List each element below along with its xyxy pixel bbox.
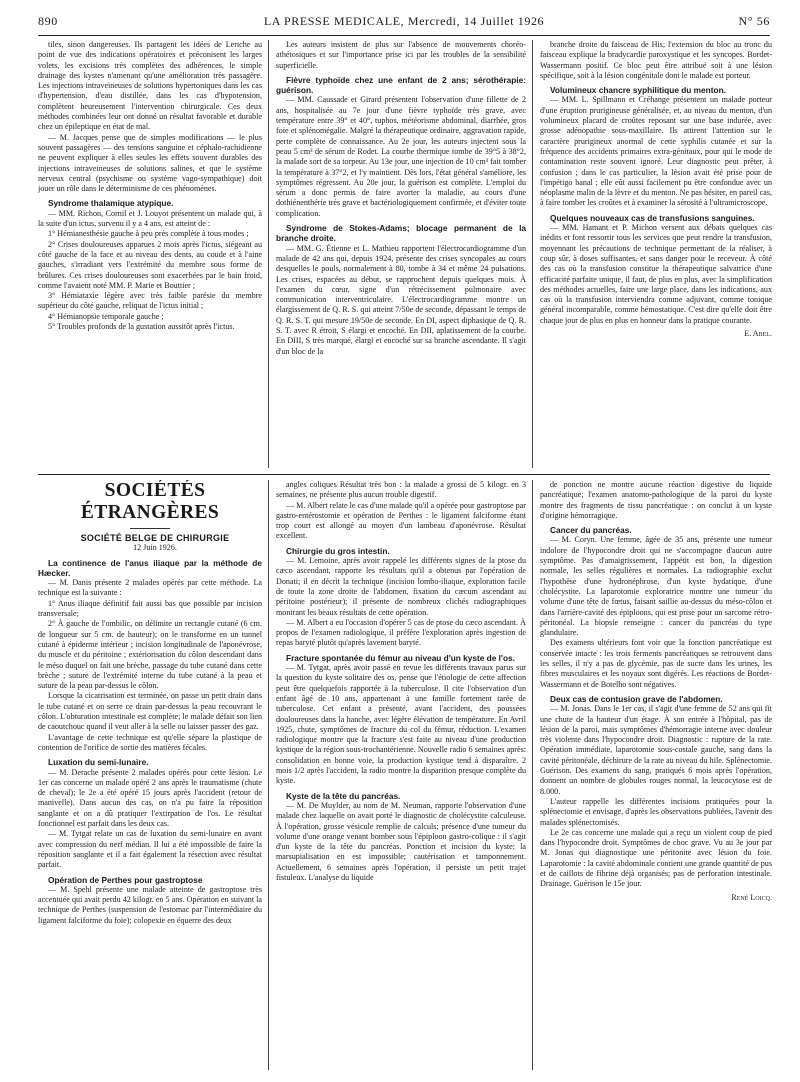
paragraph: — M. Albert relate le cas d'une malade qu'il a opérée pour gastroptose par gastro-entérostomie et opération de Perthes : le ligament falciforme étant trop court est allongé au moyen d'un lambeau d'aponévrose. Résultat excellent.	[276, 500, 526, 541]
paragraph: — M. Tytgat, après avoir passé en revue les différents travaux parus sur la question du kyste solitaire des os, pense que l'étiologie de cette affection peut être quelquefois rapportée à la tuberculose. Il cite l'observation d'un enfant âgé de 10 ans, appartenant à une famille fortement tarée de tuberculose. Cet enfant a présenté, avant l'accident, des poussées douloureuses dans la hanche, avec légère élévation de température. En Avril 1925, chute, symptômes de fracture du col du fémur, réduction. L'examen radiologique montre que la fracture s'est faite au niveau d'une production kystique de la région sous-trochantérienne. Nouvelle radio 6 semaines après: consolidation en bonne voie, la production kystique tend à disparaître. 2 mois 1/2 après l'accident, la radio montre la disparition presque complète du kyste.	[276, 663, 526, 786]
article-heading: Fracture spontanée du fémur au niveau d'un kyste de l'os.	[286, 652, 515, 663]
paragraph: 1° Anus iliaque définitif fait aussi bas que possible par incision transversale;	[38, 598, 262, 619]
article-heading: La continence de l'anus iliaque par la méthode de Hæcker.	[38, 557, 262, 578]
signature: E. Abel.	[744, 329, 772, 339]
lower-column-1	[38, 480, 262, 1072]
paragraph: — M. De Muylder, au nom de M. Neuman, rapporte l'observation d'une malade chez laquelle on avait porté le diagnostic de cholécystite calculeuse. À l'opération, grosse vésicule remplie de calculs; présence d'une tumeur du volume d'une orange venant bomber sous l'épiploon gastro-colique : il s'agit d'un kyste de la tête du pancréas. Ponction et incision du kyste; la marsupialisation en est impossible; cautérisation et tamponnement. Actuellement, 6 semaines après l'opération, il persiste un petit trajet fistuleux. L'analyse du liquide	[276, 800, 526, 882]
article-heading: Volumineux chancre syphilitique du menton.	[550, 85, 726, 96]
paragraph: — MM. L. Spillmann et Créhange présentent un malade porteur d'une éruption prurigineuse généralisée, et, au niveau du menton, d'un volumineux placard de croûtes reposant sur une base indurée, avec grosse adénopathie sous-maxillaire. Ils attirent l'attention sur le caractère prurigineux anormal de cette syphilis cutanée et sur la fréquence des accidents primaires extra-génitaux, pour qui le mode de contamination reste souvent ignoré. Leur diagnostic peut prêter, à confusion ; dans le cas particulier, la lésion avait été prise pour de l'impétigo banal ; elle eût aussi facilement pu être confondue avec un néoplasme malin de la lèvre et du menton. Ne pas hésiter, en pareil cas, à faire tomber les croûtes et à examiner la sérosité à l'ultramicroscope.	[540, 95, 772, 208]
article-heading: Kyste de la tête du pancréas.	[286, 790, 401, 801]
article-heading: Syndrome de Stokes-Adams; blocage permanent de la branche droite.	[276, 223, 526, 244]
session-date: 12 Juin 1926.	[133, 543, 177, 553]
lower-column-2	[276, 480, 526, 1072]
paragraph: — M. Jonas. Dans le 1er cas, il s'agit d'une femme de 52 ans qui fit une chute de la hauteur d'un étage. À son entrée à l'hôpital, pas de lésion de la paroi, mais symptômes d'hémorragie interne avec douleur très violente dans l'hypocondre droit. Diagnostic : rupture de la rate. Opération immédiate, laparotomie sous-costale gauche, sang dans la cavité péritonéale, déchirure de la rate au niveau du hile. Splénectomie. Guérison. Des examens du sang, pratiqués 6 mois après l'opération, donnent un nombre de globules rouges normal, la leucocytose est de 8.000.	[540, 704, 772, 796]
upper-column-2	[276, 40, 526, 470]
paragraph: Le 2e cas concerne une malade qui a reçu un violent coup de pied dans l'hypocondre droit. Symptômes de choc grave. Vu au 3e jour par M. Jonas qui diagnostique une péritonite avec lésion du foie. Laparotomie : la cavité abdominale contient une grande quantité de pus et de caillots de fibrine déjà organisés; pas de perforation intestinale. Drainage. Guérison le 15e jour.	[540, 827, 772, 889]
paragraph: Des examens ultérieurs font voir que la fonction pancréatique est conservée intacte : les trois ferments pancréatiques se retrouvent dans les selles, il n'y a pas de glycémie, pas de sucre dans les urines, les fibres musculaires et les noyaux sont digérés. Les réactions de Bordet-Wassermann et de Botelho sont négatives.	[540, 638, 772, 689]
paragraph: — M. Tytgat relate un cas de luxation du semi-lunaire en avant avec compression du nerf médian. Il lui a été impossible de faire la réposition sanglante et il a fait également la résection avec résultat parfait.	[38, 829, 262, 870]
issue-number: N° 56	[738, 14, 770, 28]
divider	[130, 528, 170, 529]
paragraph: — M. Derache présente 2 malades opérés pour cette lésion. Le 1er cas concerne un malade opéré 2 ans après le traumatisme (chute de cheval); le 2e a été opéré 15 jours après l'accident (retour de manivelle). Dans aucun des cas, on n'a pu faire la réposition sanglante et on a dû pratiquer l'extirpation de l'os. Le résultat fonctionnel est parfait dans les deux cas.	[38, 767, 262, 829]
paragraph: — M. Lemoine, après avoir rappelé les différents signes de la ptose du cæco ascendant, rapporte les résultats qu'il a obtenus par l'opération de Donati; il en décrit la technique (incision lombo-iliaque, exploration facile de toute la zone droite de l'abdomen, fixation du cæcum ascendant au péritoine postérieur); il présente de nombreux clichés radiographiques montrant les beaux résultats de cette opération.	[276, 556, 526, 617]
column-divider	[268, 40, 269, 468]
paragraph: — M. Albert a eu l'occasion d'opérer 5 cas de ptose du cæco ascendant. À propos de l'examen radiologique, il préfère l'exploration après ingestion de repas baryté plutôt qu'après lavement baryté.	[276, 617, 526, 648]
paragraph: Lorsque la cicatrisation est terminée, on passe un petit drain dans le tube cutané et on serre ce drain par-dessus la peau recouvrant le côlon. L'obturation intestinale est complète; le malade défait son lien de caoutchouc quand il veut aller à la selle ou laisser passer des gaz.	[38, 691, 262, 732]
article-heading: Chirurgie du gros intestin.	[286, 545, 390, 556]
upper-column-1	[38, 40, 262, 470]
paragraph: 5° Troubles profonds de la gustation aussitôt après l'ictus.	[48, 322, 235, 332]
paragraph: branche droite du faisceau de His; l'extension du bloc au tronc du faisceau explique la bradycardie paroxystique et les syncopes. Bordet-Wassermann positif. Ce bloc peut être attribué soit à une lésion spécifique, soit à la lésion congénitale dont le malade est porteur.	[540, 40, 772, 80]
article-heading: Opération de Perthes pour gastroptose	[48, 874, 203, 885]
paragraph: — M. Coryn. Une femme, âgée de 35 ans, présente une tumeur indolore de l'hypocondre droit qui ne s'accompagne d'aucun autre symptôme. Pas d'amaigrissement, l'appétit est bon, la digestion normale, les selles régulières et normales. La radiographie exclut l'hypothèse d'une hydronéphrose, d'un kyste hydatique, d'une cholécystite. La laparotomie exploratrice montre une tumeur du volume d'une tête de fœtus, faisant saillie au-dessus du méso-côlon et dans l'arrière-cavité des épiploons, qui est prise pour un sarcome rétro-péritonéal. La biopsie renseigne : cancer du pancréas du type glandulaire.	[540, 535, 772, 638]
paragraph: de ponction ne montre aucune réaction digestive du liquide pancréatique; l'examen anatomo-pathologique de la paroi du kyste montre des fragments de tissu pancréatique : on conclut à un kyste d'origine hémorragique.	[540, 480, 772, 520]
column-divider	[268, 480, 269, 1070]
lower-column-3	[540, 480, 772, 1072]
page-number: 890	[38, 14, 58, 28]
paragraph: 1° Hémianesthésie gauche à peu près complète à tous modes ;	[48, 229, 249, 239]
paragraph: Les auteurs insistent de plus sur l'absence de mouvements choréo-athétosiques et sur l'importance prise ici par les troubles de la sensibilité superficielle.	[276, 40, 526, 70]
paragraph: — MM. G. Étienne et L. Mathieu rapportent l'électrocardiogramme d'un malade de 42 ans qui, depuis 1924, présente des crises syncopales au cours desquelles le pouls, normalement à 80, tombe à 34 et même 24 pulsations. Les crises, espacées au début, se rapprochent depuis quelques mois. À l'examen du cœur, signe d'un rétrécissement pulmonaire avec communication interventriculaire. L'électrocardiogramme montre un élargissement de Q. R. S. qui atteint 7/50e de seconde, dépassant le temps de Q. R. S. T. qui mesure 19/50e de seconde. En DI, aspect diphasique de Q. R. S. T. avec R étroit, S élargi et encoché. En DII, aplatissement de la courbe. En DIII, S très marqué, élargi et encoché sur sa branche ascendante. Il s'agit d'un bloc de la	[276, 243, 526, 356]
paragraph: — MM. Richon, Cornil et J. Louyot présentent un malade qui, à la suite d'un ictus, survenu il y a 4 ans, est atteint de :	[38, 208, 262, 229]
paragraph: — M. Jacques pense que de simples modifications — le plus souvent passagères — des tensions sanguine et céphalo-rachidienne ne peuvent expliquer à elles seules les effets souvent durables des injections intraveineuses de solutions salines, et que le système nerveux central (psychisme ou système vago-sympathique) doit jouer un rôle dans le déterminisme de ces phénomènes.	[38, 132, 262, 194]
paragraph: 2° À gauche de l'ombilic, on délimite un rectangle cutané (6 cm. de longueur sur 5 cm. de hauteur); on le transforme en un tunnel cutané à épiderme intérieur ; incision longitudinale de l'aponévrose, du muscle et du péritoine ; extériorisation du côlon descendant dans le méso duquel on fait une brèche, passage du tube cutané dans cette brèche ; suture de l'extrémité interne du tube cutané à la peau et suture de la peau par-dessus le côlon.	[38, 619, 262, 691]
article-heading: Quelques nouveaux cas de transfusions sanguines.	[550, 212, 755, 223]
paragraph: 2° Crises douloureuses apparues 2 mois après l'ictus, siégeant au côté gauche de la face et au niveau des dents, au coude et à l'aine gauches, s'irradiant vers l'extrémité du membre sous forme de brûlures. Ces crises douloureuses sont exacerbées par le bain froid, comme l'avaient noté MM. P. Marie et Bouttier ;	[38, 239, 262, 290]
paragraph: angles coliques Résultat très bon : la malade a grossi de 5 kilogr. en 3 semaines, ne présente plus aucun trouble digestif.	[276, 480, 526, 500]
paragraph: — M. Spehl présente une malade atteinte de gastroptose très accentuée qui avait perdu 42 kilogr. en 5 ans. Opération en suivant la technique de Perthes (suspension de l'estomac par l'intermédiaire du ligament falciforme du foie); colopexie en équerre des deux	[38, 884, 262, 925]
column-divider	[532, 480, 533, 1070]
section-title: SOCIÉTÉS ÉTRANGÈRES	[80, 480, 220, 523]
paragraph: 3° Hémiataxie légère avec très faible parésie du membre supérieur du côté gauche, reliquat de l'ictus initial ;	[38, 291, 262, 311]
paragraph: 4° Hémianopsie temporale gauche ;	[48, 311, 164, 321]
paragraph: — MM. Caussade et Girard présentent l'observation d'une fillette de 2 ans, hospitalisée au 7e jour d'une fièvre typhoïde très grave, avec température entre 39° et 40°, tuphos, météorisme abdominal, diarrhée, gros foie et splénomégalie. Malgré la thérapeutique ordinaire, aggravation rapide, perte complète de connaissance. Au 2e jour, les auteurs injectent sous la peau 5 cm³ de sérum de Rodet. La courbe thermique tombe de 39°5 à 38°2, la malade sort de sa torpeur. Au 13e jour, une injection de 10 cm³ fait tomber la température à 37°2, et l'y maintient. Dès lors, l'état général s'améliore, les symptômes régressent. Au 20e jour, la guérison est complète. L'emploi du sérum a donc permis de faire avorter la maladie, au cours d'une dothiénenthérie très grave et bactériologiquement confirmée, et d'éviter toute complication.	[276, 95, 526, 218]
article-heading: Deux cas de contusion grave de l'abdomen.	[550, 693, 723, 704]
article-heading: Cancer du pancréas.	[550, 525, 632, 536]
article-heading: Luxation du semi-lunaire.	[48, 757, 149, 768]
page-header	[38, 14, 770, 32]
journal-title: LA PRESSE MEDICALE, Mercredi, 14 Juillet 1926	[263, 14, 545, 28]
paragraph: L'auteur rappelle les différentes incisions pratiquées pour la splénectomie et envisage, d'après les observations publiées, l'avenir des malades splénectomisés.	[540, 796, 772, 827]
article-heading: Syndrome thalamique atypique.	[48, 198, 174, 209]
column-divider	[532, 40, 533, 468]
section-rule	[38, 474, 770, 475]
society-heading: SOCIÉTÉ BELGE DE CHIRURGIE	[80, 533, 230, 543]
paragraph: tiles, sinon dangereuses. Ils partagent les idées de Leriche au point de vue des indications opératoires et préconisent les larges volets, les excisions très complètes des adhérences, le simple drainage des kystes n'amenant qu'une amélioration très passagère. Les injections intraveineuses de solutions hypertoniques dans les cas d'hypertension, d'eau distillée, dans les cas d'hypotension, complètent heureusement l'intervention chirurgicale. Ces deux méthodes combinées leur ont donné un résultat favorable et durable chez un épileptique en état de mal.	[38, 40, 262, 132]
upper-column-3	[540, 40, 772, 470]
paragraph: — MM. Hamant et P. Michon versent aux débats quelques cas inédits et font ressortir tous les services que peut rendre la transfusion, moyennant les précautions de technique permettant de la réaliser, à coup sûr, à doses suffisantes, et sans danger pour le receveur. À côté des cas où la transfusion constitue la thérapeutique salvatrice d'une efficacité parfaite unique, il faut, de plus en plus, avec la simplification des méthodes actuelles, faire une large place, dans les indications, aux cas où la transfusion interviendra comme adjuvant, comme tonique général incomparable, comme hémostatique. C'est dire qu'elle doit être chaque jour de plus en plus en honneur dans la pratique courante.	[540, 223, 772, 325]
paragraph: L'avantage de cette technique est qu'elle sépare la plastique de contention de l'orifice de sortie des matières fécales.	[38, 732, 262, 752]
article-heading: Fièvre typhoïde chez une enfant de 2 ans; sérothérapie: guérison.	[276, 74, 526, 96]
signature: René Loicq.	[731, 892, 772, 902]
paragraph: — M. Danis présente 2 malades opérés par cette méthode. La technique est la suivante :	[38, 578, 262, 598]
header-rule	[38, 35, 770, 36]
